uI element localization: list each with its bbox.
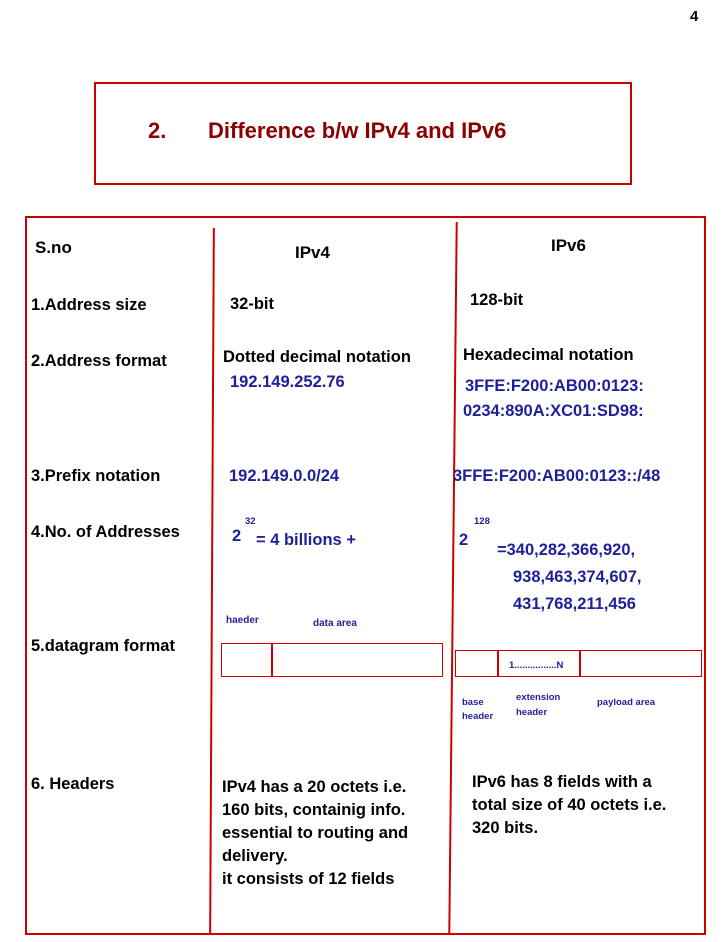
ipv6-extension-range: 1................N [509, 660, 564, 671]
header-ipv6: IPv6 [551, 236, 586, 255]
row-label-no-of-addresses: 4.No. of Addresses [31, 523, 180, 541]
ipv4-exponent: 32 [245, 516, 256, 527]
ipv6-format-example-2: 0234:890A:XC01:SD98: [463, 402, 644, 420]
ipv6-base-label-2: header [462, 711, 494, 722]
ipv6-headers-line: IPv6 has 8 fields with a [472, 773, 652, 791]
ipv4-headers-text [222, 776, 452, 891]
ipv4-format-example: 192.149.252.76 [230, 373, 345, 391]
ipv4-headers-line: essential to routing and [222, 824, 409, 842]
header-sno: S.no [35, 238, 72, 257]
ipv4-headers-line: delivery. [222, 847, 288, 865]
ipv4-header-label: haeder [226, 615, 259, 626]
ipv6-count-line-3: 431,768,211,456 [513, 595, 636, 613]
page-title: Difference b/w IPv4 and IPv6 [208, 118, 507, 143]
ipv4-headers-line: 160 bits, containig info. [222, 801, 406, 819]
ipv6-payload-label: payload area [597, 697, 656, 708]
page-number: 4 [690, 8, 699, 25]
ipv6-extension-label-2: header [516, 707, 548, 718]
ipv6-base: 2 [459, 531, 469, 549]
row-label-address-format: 2.Address format [31, 352, 167, 370]
ipv6-headers-text [472, 771, 706, 840]
ipv4-format-title: Dotted decimal notation [223, 348, 411, 366]
header-ipv4: IPv4 [295, 243, 330, 262]
ipv6-datagram-divider-2 [579, 650, 581, 677]
ipv6-extension-label-1: extension [516, 692, 561, 703]
ipv4-address-size: 32-bit [230, 295, 275, 313]
title-number: 2. [148, 118, 167, 143]
ipv4-data-label: data area [313, 618, 357, 629]
row-label-prefix-notation: 3.Prefix notation [31, 467, 161, 485]
ipv6-exponent: 128 [474, 516, 490, 527]
ipv4-headers-line: IPv4 has a 20 octets i.e. [222, 778, 407, 796]
ipv4-address-count: = 4 billions + [256, 531, 356, 549]
ipv4-datagram-box [221, 643, 443, 677]
ipv6-datagram-divider-1 [497, 650, 499, 677]
ipv6-headers-line: 320 bits. [472, 819, 539, 837]
ipv4-base: 2 [232, 527, 242, 545]
ipv6-address-size: 128-bit [470, 291, 524, 309]
row-label-headers: 6. Headers [31, 775, 115, 793]
ipv6-count-line-1: =340,282,366,920, [497, 541, 636, 559]
row-label-datagram-format: 5.datagram format [31, 637, 175, 655]
row-label-address-size: 1.Address size [31, 296, 147, 314]
ipv6-prefix: 3FFE:F200:AB00:0123::/48 [453, 467, 661, 485]
ipv6-count-line-2: 938,463,374,607, [513, 568, 642, 586]
ipv6-format-title: Hexadecimal notation [463, 346, 634, 364]
ipv4-datagram-divider [271, 643, 273, 677]
ipv4-headers-line: it consists of 12 fields [222, 870, 395, 888]
ipv4-prefix: 192.149.0.0/24 [229, 467, 340, 485]
ipv6-headers-line: total size of 40 octets i.e. [472, 796, 667, 814]
ipv6-format-example-1: 3FFE:F200:AB00:0123: [465, 377, 644, 395]
ipv6-base-label-1: base [462, 697, 484, 708]
